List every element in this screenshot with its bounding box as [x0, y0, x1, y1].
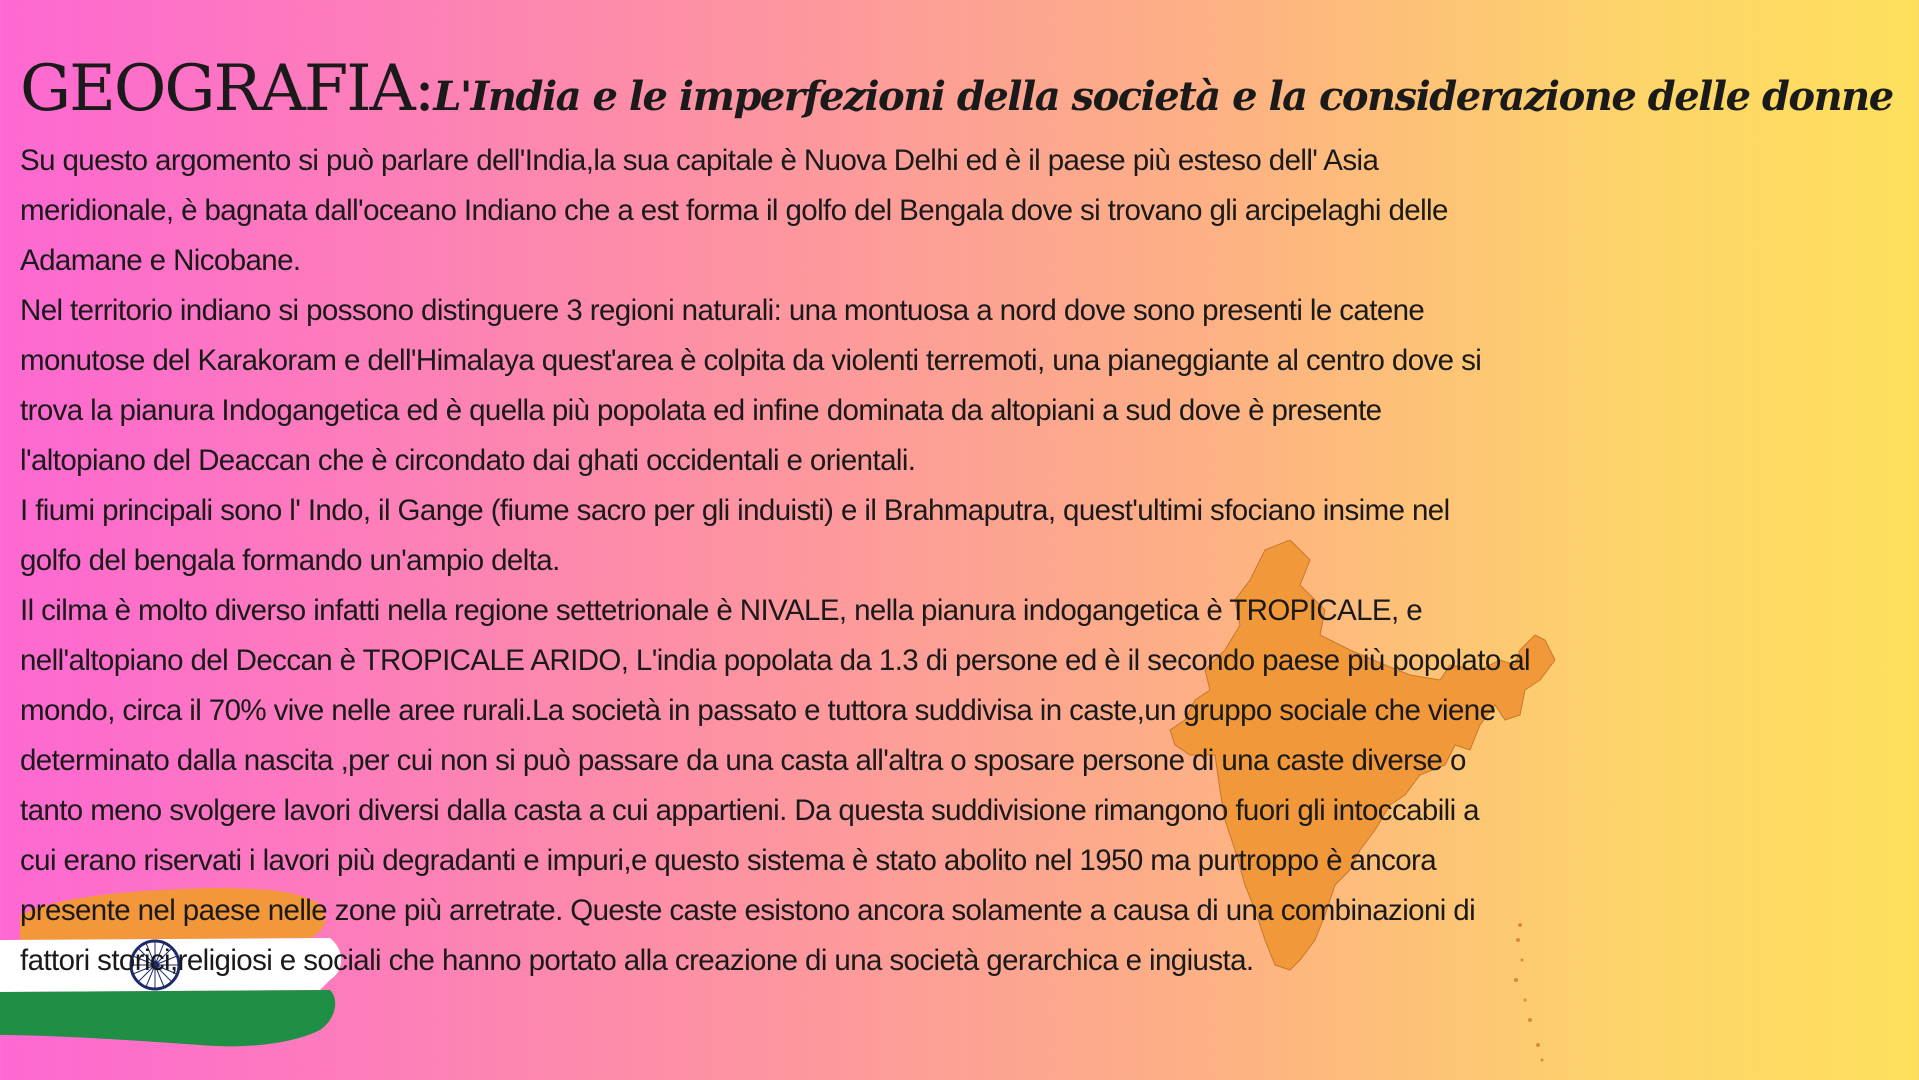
body-line: monutose del Karakoram e dell'Himalaya quest'area è colpita da violenti terremoti, una pianeggiante al centro dove si [20, 344, 1482, 377]
body-text [20, 144, 1530, 1010]
body-line: mondo, circa il 70% vive nelle aree rurali.La società in passato e tuttora suddivisa in caste,un gruppo sociale che viene [20, 694, 1496, 727]
body-line: Su questo argomento si può parlare dell'India,la sua capitale è Nuova Delhi ed è il paese più esteso dell' Asia [20, 144, 1379, 177]
body-line: Adamane e Nicobane. [20, 244, 301, 277]
body-line: fattori storici,religiosi e sociali che hanno portato alla creazione di una società gerarchica e ingiusta. [20, 944, 1254, 977]
body-line: meridionale, è bagnata dall'oceano Indiano che a est forma il golfo del Bengala dove si trovano gli arcipelaghi delle [20, 194, 1448, 227]
body-line: trova la pianura Indogangetica ed è quella più popolata ed infine dominata da altopiani a sud dove è presente [20, 394, 1382, 427]
body-line: nell'altopiano del Deccan è TROPICALE ARIDO, L'india popolata da 1.3 di persone ed è il secondo paese più popolato al [20, 644, 1530, 677]
body-line: Il cilma è molto diverso infatti nella regione settetrionale è NIVALE, nella pianura indogangetica è TROPICALE, e [20, 594, 1423, 627]
title-subtitle: L'India e le imperfezioni della società e la considerazione delle donne [433, 73, 1893, 120]
body-line: I fiumi principali sono l' Indo, il Gange (fiume sacro per gli induisti) e il Brahmaputra, quest'ultimi sfociano insime nel [20, 494, 1450, 527]
body-line: tanto meno svolgere lavori diversi dalla casta a cui appartieni. Da questa suddivisione rimangono fuori gli intoccabili a [20, 794, 1479, 827]
slide-title [20, 52, 1893, 126]
body-line: Nel territorio indiano si possono distinguere 3 regioni naturali: una montuosa a nord dove sono presenti le catene [20, 294, 1425, 327]
body-line: l'altopiano del Deaccan che è circondato dai ghati occidentali e orientali. [20, 444, 916, 477]
title-main: GEOGRAFIA: [20, 52, 434, 126]
body-line: determinato dalla nascita ,per cui non si può passare da una casta all'altra o sposare persone di una caste diverse o [20, 744, 1466, 777]
body-line: golfo del bengala formando un'ampio delta. [20, 544, 560, 577]
body-line: cui erano riservati i lavori più degradanti e impuri,e questo sistema è stato abolito nel 1950 ma purtroppo è ancora [20, 844, 1437, 877]
body-line: presente nel paese nelle zone più arretrate. Queste caste esistono ancora solamente a causa di una combinazioni di [20, 894, 1476, 927]
